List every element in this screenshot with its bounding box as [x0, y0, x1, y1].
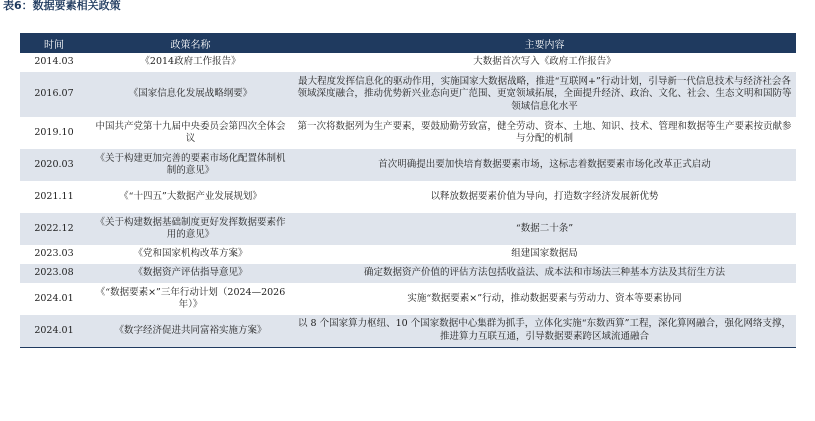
table-row [20, 117, 796, 149]
table-row [20, 72, 796, 117]
row-content: 首次明确提出要加快培育数据要素市场，这标志着数据要素市场化改革正式启动 [293, 149, 796, 181]
table-row [20, 149, 796, 181]
row-content: 以释放数据要素价值为导向，打造数字经济发展新优势 [293, 181, 796, 213]
row-content: 以 8 个国家算力枢纽、10 个国家数据中心集群为抓手，立体化实施“东数西算”工程，深化算网融合，强化网络支撑，推进算力互联互通，引导数据要素跨区域流通融合 [293, 315, 796, 347]
row-content: 确定数据资产价值的评估方法包括收益法、成本法和市场法三种基本方法及其衍生方法 [293, 264, 796, 283]
row-policy-name: 《关于构建数据基础制度更好发挥数据要素作用的意见》 [88, 213, 293, 245]
column-header-content: 主要内容 [293, 33, 796, 53]
column-header-date: 时间 [20, 33, 88, 53]
table-row [20, 283, 796, 315]
row-policy-name: 中国共产党第十九届中央委员会第四次全体会议 [88, 117, 293, 149]
table-row [20, 53, 796, 72]
row-date: 2016.07 [20, 72, 88, 117]
row-policy-name: 《党和国家机构改革方案》 [88, 245, 293, 264]
row-content: 大数据首次写入《政府工作报告》 [293, 53, 796, 72]
row-content: “数据二十条” [293, 213, 796, 245]
row-date: 2014.03 [20, 53, 88, 72]
row-date: 2023.08 [20, 264, 88, 283]
row-policy-name: 《“十四五”大数据产业发展规划》 [88, 181, 293, 213]
table-row [20, 264, 796, 283]
row-date: 2024.01 [20, 283, 88, 315]
row-date: 2024.01 [20, 315, 88, 347]
row-date: 2020.03 [20, 149, 88, 181]
table-row [20, 315, 796, 347]
row-policy-name: 《国家信息化发展战略纲要》 [88, 72, 293, 117]
table-row [20, 181, 796, 213]
row-policy-name: 《数字经济促进共同富裕实施方案》 [88, 315, 293, 347]
row-content: 实施“数据要素×”行动，推动数据要素与劳动力、资本等要素协同 [293, 283, 796, 315]
policy-table [20, 33, 796, 348]
row-date: 2022.12 [20, 213, 88, 245]
column-header-name: 政策名称 [88, 33, 293, 53]
table-row [20, 213, 796, 245]
row-date: 2023.03 [20, 245, 88, 264]
row-date: 2021.11 [20, 181, 88, 213]
row-policy-name: 《2014政府工作报告》 [88, 53, 293, 72]
row-content: 组建国家数据局 [293, 245, 796, 264]
row-content: 第一次将数据列为生产要素，要鼓励勤劳致富，健全劳动、资本、土地、知识、技术、管理和数据等生产要素按贡献参与分配的机制 [293, 117, 796, 149]
row-policy-name: 《关于构建更加完善的要素市场化配置体制机制的意见》 [88, 149, 293, 181]
table-row [20, 245, 796, 264]
table-header-row [20, 33, 796, 53]
table-title: 表6：数据要素相关政策 [3, 0, 121, 12]
row-policy-name: 《数据资产评估指导意见》 [88, 264, 293, 283]
row-content: 最大程度发挥信息化的驱动作用，实施国家大数据战略，推进“互联网+”行动计划，引导新一代信息技术与经济社会各领域深度融合，推动优势新兴业态向更广范围、更宽领域拓展，全面提升经济、政治、文化、社会、生态文明和国防等领域信息化水平 [293, 72, 796, 117]
row-date: 2019.10 [20, 117, 88, 149]
row-policy-name: 《“数据要素×”三年行动计划（2024—2026年）》 [88, 283, 293, 315]
